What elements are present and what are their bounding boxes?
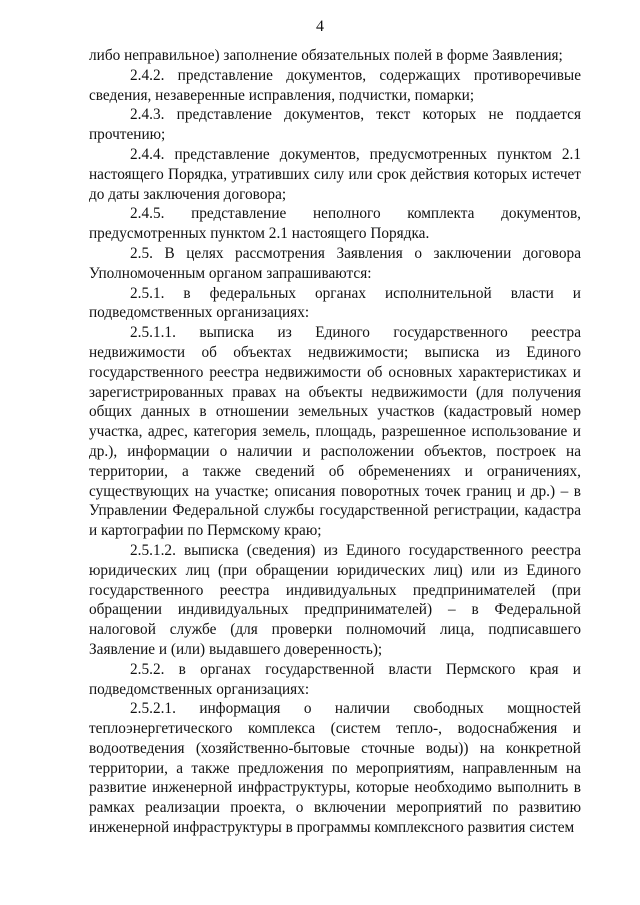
paragraph: 2.5.1. в федеральных органах исполнительной власти и подведомственных организациях: xyxy=(89,284,581,322)
document-body xyxy=(89,46,581,838)
paragraph: 2.4.5. представление неполного комплекта документов, предусмотренных пунктом 2.1 настоящего Порядка. xyxy=(89,205,581,243)
paragraph: 2.4.4. представление документов, предусмотренных пунктом 2.1 настоящего Порядка, утративших силу или срок действия которых истечет до даты заключения договора; xyxy=(89,145,581,203)
paragraph: 2.5.2.1. информация о наличии свободных мощностей теплоэнергетического комплекса (систем тепло-, водоснабжения и водоотведения (хозяйственно-бытовые сточные воды)) на конкретной территории, а также предложения по мероприятиям, направленным на развитие инженерной инфраструктуры, которые необходимо выполнить в рамках реализации проекта, о включении мероприятий по развитию инженерной инфраструктуры в программы комплексного развития систем xyxy=(89,700,581,837)
paragraph: 2.5. В целях рассмотрения Заявления о заключении договора Уполномоченным органом запрашиваются: xyxy=(89,244,581,282)
paragraph: 2.5.2. в органах государственной власти Пермского края и подведомственных организациях: xyxy=(89,660,581,698)
page-number: 4 xyxy=(316,18,324,35)
paragraph: 2.4.3. представление документов, текст которых не поддается прочтению; xyxy=(89,106,581,144)
paragraph: 2.5.1.2. выписка (сведения) из Единого государственного реестра юридических лиц (при обращении юридических лиц) или из Единого государственного реестра индивидуальных предпринимателей (при обращении индивидуальных предпринимателей) – в Федеральной налоговой службе (для проверки полномочий лица, подписавшего Заявление и (или) выдавшего доверенность); xyxy=(89,541,581,658)
paragraph: либо неправильное) заполнение обязательных полей в форме Заявления; xyxy=(89,47,563,64)
paragraph: 2.4.2. представление документов, содержащих противоречивые сведения, незаверенные исправления, подчистки, помарки; xyxy=(89,66,581,104)
paragraph: 2.5.1.1. выписка из Единого государственного реестра недвижимости об объектах недвижимости; выписка из Единого государственного реестра недвижимости об основных характеристиках и зарегистрированных правах на объекты недвижимости (для получения общих данных в отношении земельных участков (кадастровый номер участка, адрес, категория земель, площадь, разрешенное использование и др.), информации о наличии и расположении объектов, построек на территории, а также сведений об обременениях и ограничениях, существующих на участке; описания поворотных точек границ и др.) – в Управлении Федеральной службы государственной регистрации, кадастра и картографии по Пермскому краю; xyxy=(89,324,581,540)
